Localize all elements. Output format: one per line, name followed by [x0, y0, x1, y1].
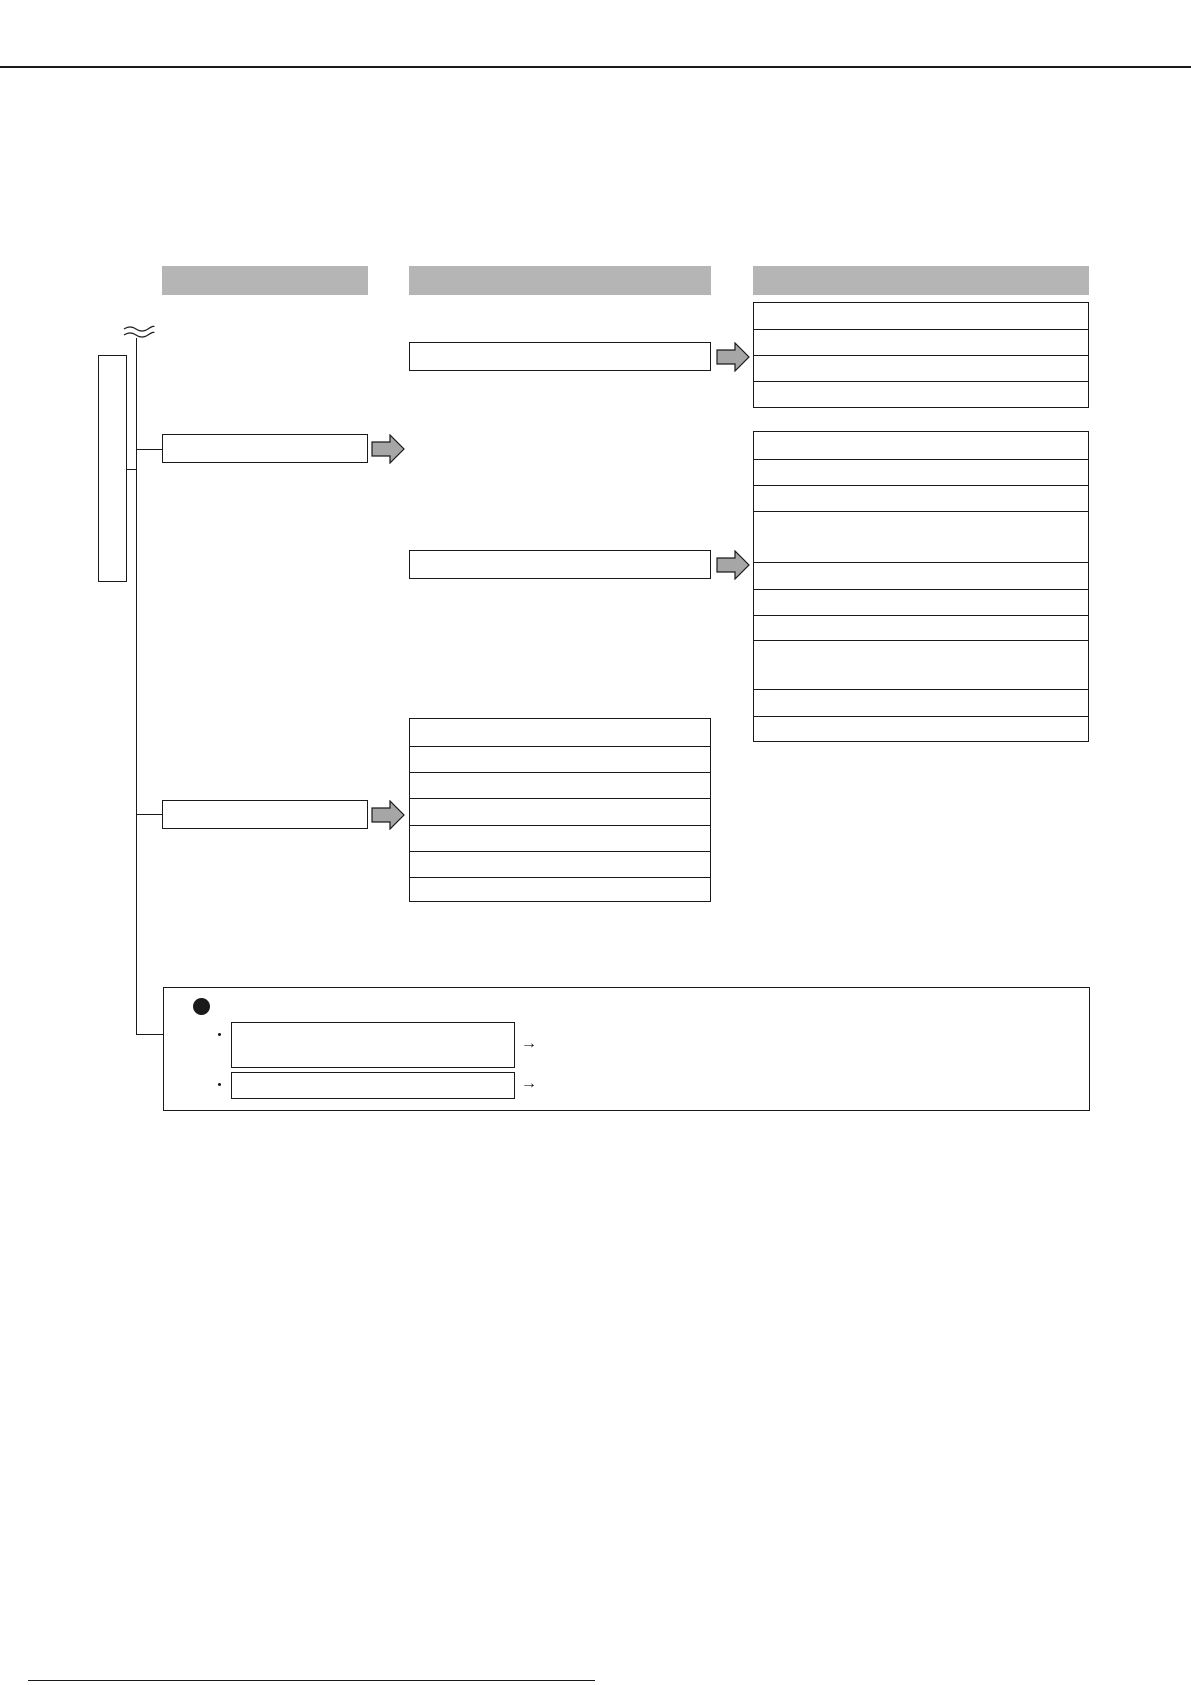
list-item: [754, 356, 1088, 382]
top-rule: [0, 66, 1191, 68]
bullet-dot-icon: [193, 998, 210, 1015]
list-item: [754, 590, 1088, 616]
column-header-2: [409, 266, 711, 295]
block-arrow-right-icon: [371, 800, 405, 830]
list-item: [754, 641, 1088, 690]
block-arrow-right-icon: [716, 342, 750, 372]
branch-b-box: [162, 800, 368, 829]
column-header-3: [753, 266, 1089, 295]
list-item: [754, 486, 1088, 512]
list-item: [410, 826, 710, 852]
list-item: [754, 563, 1088, 590]
list-item: [410, 773, 710, 799]
list-item: [754, 690, 1088, 717]
list-item: [754, 512, 1088, 563]
small-arrow-right-icon: →: [521, 1035, 537, 1052]
list-item: [410, 852, 710, 878]
block-arrow-right-icon: [716, 550, 750, 580]
list-item: [410, 747, 710, 773]
branch-b-items: [409, 718, 711, 902]
list-item: [754, 616, 1088, 641]
note-connector: [136, 1034, 164, 1035]
small-arrow-right-icon: →: [521, 1075, 537, 1092]
column-header-1: [162, 266, 368, 295]
branch-a-connector: [136, 449, 162, 450]
bullet-icon: [218, 1033, 221, 1036]
list-item: [754, 432, 1088, 460]
note-entry-1-box: [231, 1022, 515, 1068]
root-box: [98, 355, 127, 582]
break-mark-icon: [122, 322, 156, 340]
branch-a-child-1-items: [753, 302, 1089, 408]
list-item: [754, 382, 1088, 407]
root-connector: [127, 469, 137, 470]
list-item: [754, 460, 1088, 486]
tree-trunk: [136, 338, 137, 1035]
branch-a-child-2-box: [409, 550, 711, 579]
list-item: [410, 719, 710, 747]
list-item: [410, 878, 710, 901]
list-item: [754, 330, 1088, 356]
bullet-icon: [218, 1083, 221, 1086]
list-item: [754, 303, 1088, 330]
branch-b-connector: [136, 814, 162, 815]
branch-a-child-1-box: [409, 342, 711, 371]
branch-a-box: [162, 434, 368, 463]
list-item: [410, 799, 710, 826]
note-entry-2-box: [231, 1072, 515, 1099]
list-item: [754, 717, 1088, 741]
note-frame: [163, 987, 1090, 1111]
footer-rule: [28, 1680, 595, 1681]
branch-a-child-2-items: [753, 431, 1089, 742]
block-arrow-right-icon: [371, 434, 405, 464]
